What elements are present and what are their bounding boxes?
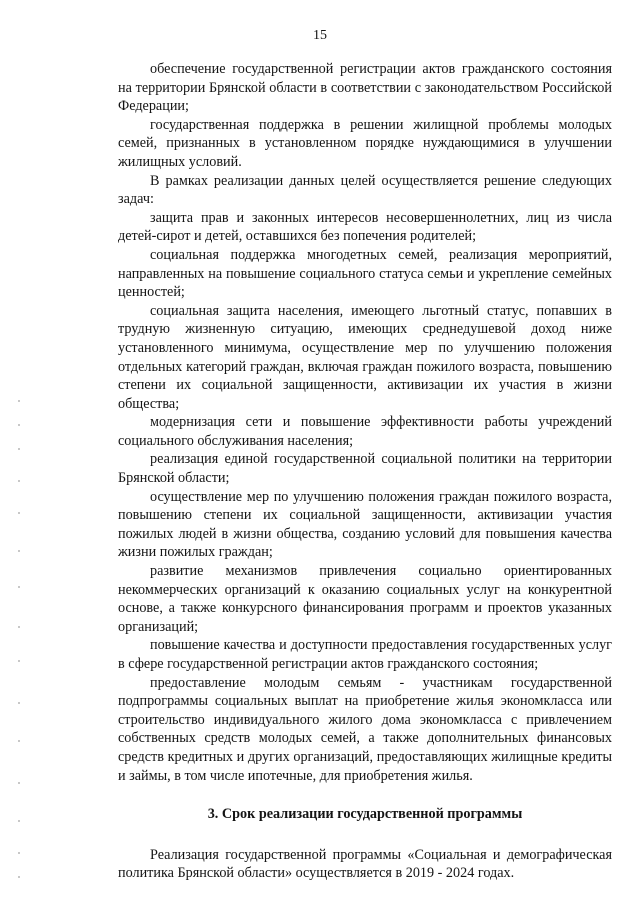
paragraph: реализация единой государственной социальной политики на территории Брянской области; <box>118 451 612 487</box>
paragraph: обеспечение государственной регистрации актов гражданского состояния на территории Брянской области в соответствии с законодательством Российской Федерации; <box>118 61 612 115</box>
scan-margin-marks <box>18 390 30 890</box>
paragraph: В рамках реализации данных целей осуществляется решение следующих задач: <box>118 172 612 208</box>
paragraph: защита прав и законных интересов несовершеннолетних, лиц из числа детей-сирот и детей, оставшихся без попечения родителей; <box>118 209 612 245</box>
paragraph: развитие механизмов привлечения социально ориентированных некоммерческих организаций к оказанию социальных услуг на конкурентной основе, а также конкурсного финансирования программ и проектов указанных организаций; <box>118 563 612 635</box>
paragraph: осуществление мер по улучшению положения граждан пожилого возраста, повышению степени их социальной защищенности, активизации участия пожилых людей в жизни общества, созданию условий для повышения качества жизни пожилых граждан; <box>118 488 612 561</box>
section-paragraph: Реализация государственной программы «Социальная и демографическая политика Брянской области» осуществляется в 2019 - 2024 годах. <box>118 846 612 882</box>
paragraph: социальная защита населения, имеющего льготный статус, попавших в трудную жизненную ситуацию, имеющих среднедушевой доход ниже установленного минимума, осуществление мер по улучшению положения отдельных категорий граждан, включая граждан пожилого возраста, повышению степени их социальной защищенности, активизации их участия в жизни общества; <box>118 302 612 412</box>
page-number: 15 <box>313 28 327 43</box>
section-heading: 3. Срок реализации государственной программы <box>207 806 523 823</box>
paragraph: модернизация сети и повышение эффективности работы учреждений социального обслуживания населения; <box>118 414 612 449</box>
document-body <box>118 60 612 883</box>
paragraph: повышение качества и доступности предоставления государственных услуг в сфере государственной регистрации актов гражданского состояния; <box>118 637 612 672</box>
paragraph: социальная поддержка многодетных семей, реализация мероприятий, направленных на повышение социального статуса семьи и укрепление семейных ценностей; <box>118 246 612 301</box>
paragraph: предоставление молодым семьям - участникам государственной подпрограммы социальных выплат на приобретение жилья экономкласса или строительство индивидуального жилого дома экономкласса с привлечением собственных средств молодых семей, а также дополнительных финансовых средств кредитных и других организаций, предоставляющих жилищные кредиты и займы, в том числе ипотечные, для приобретения жилья. <box>118 674 612 784</box>
paragraph: государственная поддержка в решении жилищной проблемы молодых семей, признанных в установленном порядке нуждающимися в улучшении жилищных условий. <box>118 116 612 170</box>
